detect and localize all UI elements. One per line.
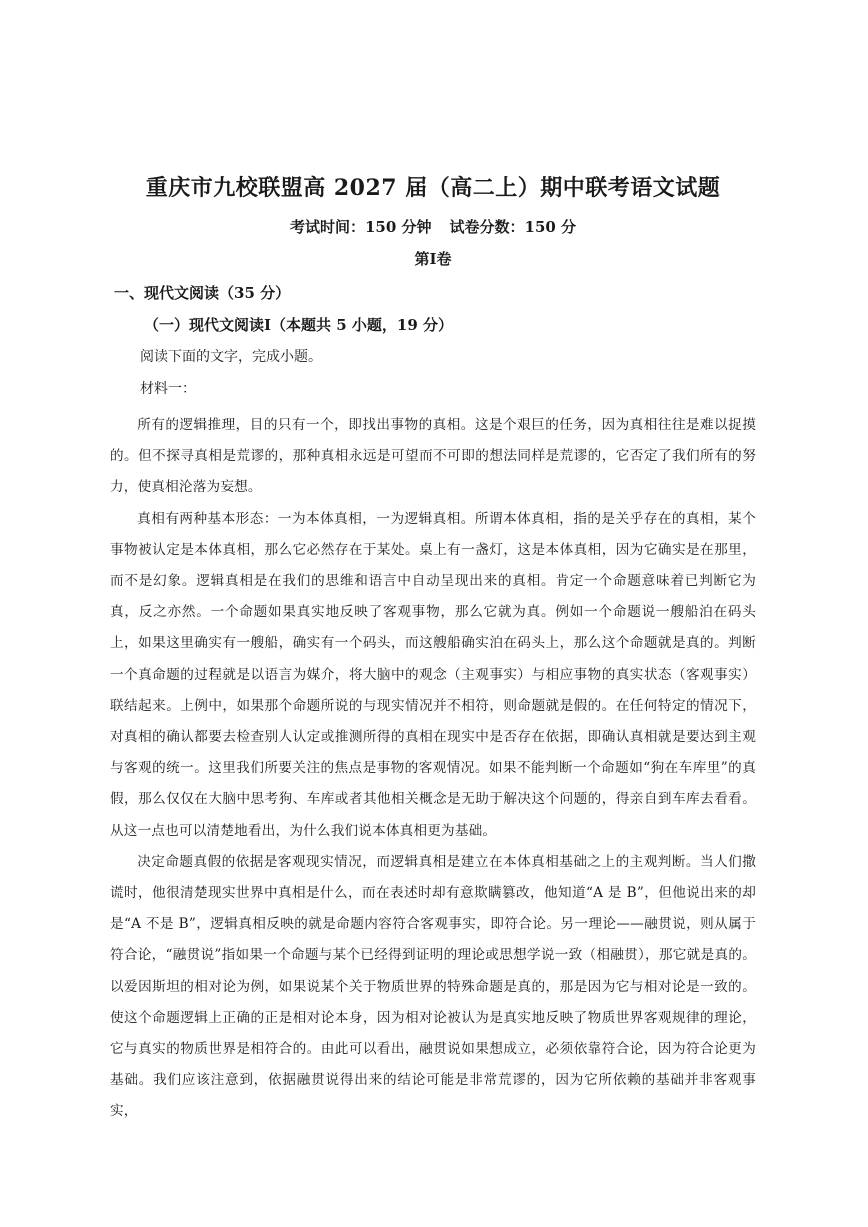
subsection-heading: （一）现代文阅读Ⅰ（本题共 5 小题，19 分）	[144, 316, 453, 334]
paragraph-2: 真相有两种基本形态：一为本体真相，一为逻辑真相。所谓本体真相，指的是关乎存在的真相，某个事物被认定是本体真相，那么它必然存在于某处。桌上有一盏灯，这是本体真相，因为它确实是在那里，而不是幻象。逻辑真相是在我们的思维和语言中自动呈现出来的真相。肯定一个命题意味着已判断它为真，反之亦然。一个命题如果真实地反映了客观事物，那么它就为真。例如一个命题说一艘船泊在码头上，如果这里确实有一艘船，确实有一个码头，而这艘船确实泊在码头上，那么这个命题就是真的。判断一个真命题的过程就是以语言为媒介，将大脑中的观念（主观事实）与相应事物的真实状态（客观事实）联结起来。上例中，如果那个命题所说的与现实情况并不相符，则命题就是假的。在任何特定的情况下，对真相的确认都要去检查别人认定或推测所得的真相在现实中是否存在依据，即确认真相就是要达到主观与客观的统一。这里我们所要关注的焦点是事物的客观情况。如果不能判断一个命题如“狗在车库里”的真假，那么仅仅在大脑中思考狗、车库或者其他相关概念是无助于解决这个问题的，得亲自到车库去看看。从这一点也可以清楚地看出，为什么我们说本体真相更为基础。	[110, 510, 756, 839]
exam-time: 考试时间：150 分钟	[289, 218, 432, 236]
section-heading: 一、现代文阅读（35 分）	[114, 284, 291, 302]
page-title: 重庆市九校联盟高 2027 届（高二上）期中联考语文试题	[145, 175, 721, 201]
material-label: 材料一：	[140, 381, 196, 397]
paragraph-1: 所有的逻辑推理，目的只有一个，即找出事物的真相。这是个艰巨的任务，因为真相往往是难以捉摸的。但不探寻真相是荒谬的，那种真相永远是可望而不可即的想法同样是荒谬的，它否定了我们所有的努力，使真相沦落为妄想。	[110, 417, 756, 496]
volume-heading: 第Ⅰ卷	[414, 250, 452, 268]
reading-instruction: 阅读下面的文字，完成小题。	[140, 349, 322, 365]
exam-info	[110, 216, 756, 238]
paragraph-3: 决定命题真假的依据是客观现实情况，而逻辑真相是建立在本体真相基础之上的主观判断。当人们撒谎时，他很清楚现实世界中真相是什么，而在表述时却有意欺瞒篡改，他知道“A 是 B”，但他说出来的却是“A 不是 B”，逻辑真相反映的就是命题内容符合客观事实，即符合论。另一理论——融贯说，则从属于符合论，“融贯说”指如果一个命题与某个已经得到证明的理论或思想学说一致（相融贯），那它就是真的。以爱因斯坦的相对论为例，如果说某个关于物质世界的特殊命题是真的，那是因为它与相对论是一致的。使这个命题逻辑上正确的正是相对论本身，因为相对论被认为是真实地反映了物质世界客观规律的理论，它与真实的物质世界是相符合的。由此可以看出，融贯说如果想成立，必须依靠符合论，因为符合论更为基础。我们应该注意到，依据融贯说得出来的结论可能是非常荒谬的，因为它所依赖的基础并非客观事实，	[110, 853, 756, 1120]
exam-score: 试卷分数：150 分	[449, 218, 577, 236]
